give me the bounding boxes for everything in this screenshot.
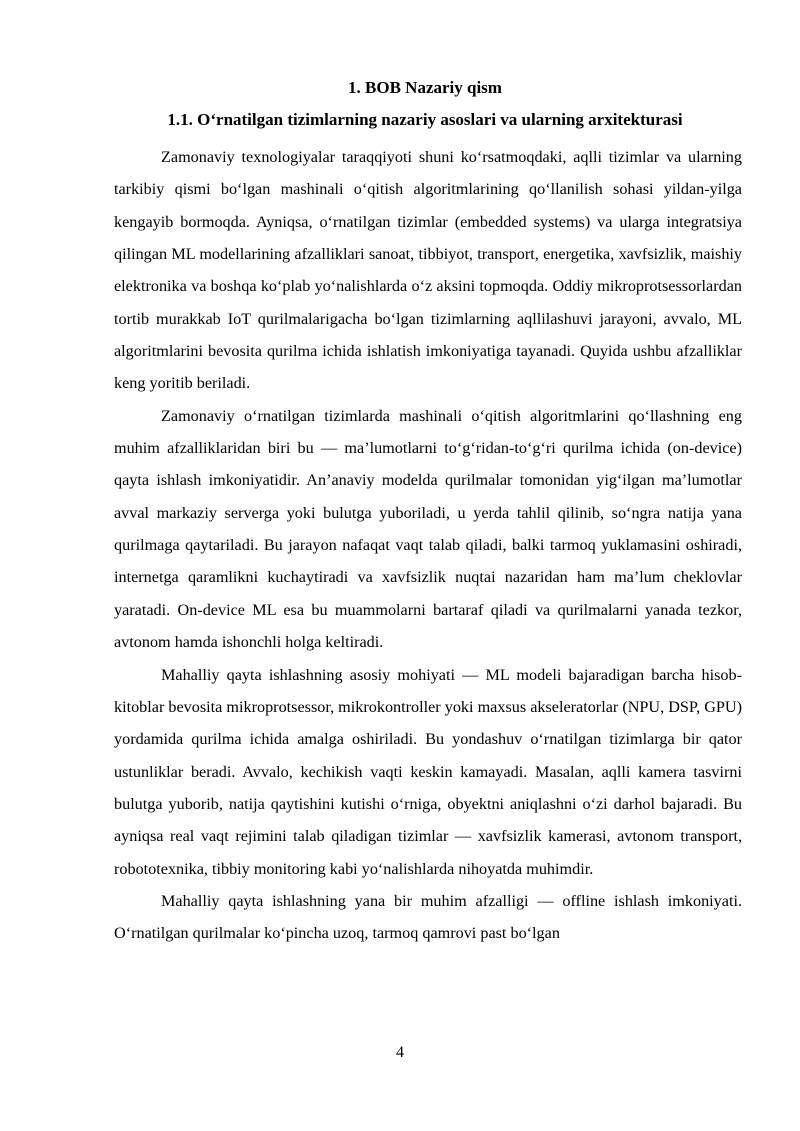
paragraph-4: Mahalliy qayta ishlashning yana bir muhim afzalligi — offline ishlash imkoniyati. O‘rnatilgan qurilmalar ko‘pincha uzoq, tarmoq qamrovi past bo‘lgan	[114, 891, 742, 943]
section-title: 1.1. O‘rnatilgan tizimlarning nazariy asoslari va ularning arxitekturasi	[167, 110, 683, 129]
paragraph-1: Zamonaviy texnologiyalar taraqqiyoti shuni ko‘rsatmoqdaki, aqlli tizimlar va ularning tarkibiy qismi bo‘lgan mashinali o‘qitish algoritmlarining qo‘llanilish sohasi yildan-yilga kengayib bormoqda. Ayniqsa, o‘rnatilgan tizimlar (embedded systems) va ularga integratsiya qilingan ML modellarining afzalliklari sanoat, tibbiyot, transport, energetika, xavfsizlik, maishiy elektronika va boshqa ko‘plab yo‘nalishlarda o‘z aksini topmoqda. Oddiy mikroprotsessorlardan tortib murakkab IoT qurilmalarigacha bo‘lgan tizimlarning aqllilashuvi jarayoni, avvalo, ML algoritmlarini bevosita qurilma ichida ishlatish imkoniyatiga tayanadi. Quyida ushbu afzalliklar keng yoritib beriladi.	[114, 148, 742, 393]
chapter-title: 1. BOB Nazariy qism	[348, 78, 502, 97]
body-text	[114, 141, 742, 950]
paragraph-3: Mahalliy qayta ishlashning asosiy mohiyati — ML modeli bajaradigan barcha hisob-kitoblar bevosita mikroprotsessor, mikrokontroller yoki maxsus akseleratorlar (NPU, DSP, GPU) yordamida qurilma ichida amalga oshiriladi. Bu yondashuv o‘rnatilgan tizimlarga bir qator ustunliklar beradi. Avvalo, kechikish vaqti keskin kamayadi. Masalan, aqlli kamera tasvirni bulutga yuborib, natija qaytishini kutishi o‘rniga, obyektni aniqlashni o‘zi darhol bajaradi. Bu ayniqsa real vaqt rejimini talab qiladigan tizimlar — xavfsizlik kamerasi, avtonom transport, robototexnika, tibbiy monitoring kabi yo‘nalishlarda nihoyatda muhimdir.	[114, 665, 742, 878]
paragraph-2: Zamonaviy o‘rnatilgan tizimlarda mashinali o‘qitish algoritmlarini qo‘llashning eng muhim afzalliklaridan biri bu — ma’lumotlarni to‘g‘ridan-to‘g‘ri qurilma ichida (on-device) qayta ishlash imkoniyatidir. An’anaviy modelda qurilmalar tomonidan yig‘ilgan ma’lumotlar avval markaziy serverga yoki bulutga yuboriladi, u yerda tahlil qilinib, so‘ngra natija yana qurilmaga qaytariladi. Bu jarayon nafaqat vaqt talab qiladi, balki tarmoq yuklamasini oshiradi, internetga qaramlikni kuchaytiradi va xavfsizlik nuqtai nazaridan ham ma’lum cheklovlar yaratadi. On-device ML esa bu muammolarni bartaraf qiladi va qurilmalarni yanada tezkor, avtonom hamda ishonchli holga keltiradi.	[114, 406, 742, 652]
page-number: 4	[396, 1044, 404, 1061]
